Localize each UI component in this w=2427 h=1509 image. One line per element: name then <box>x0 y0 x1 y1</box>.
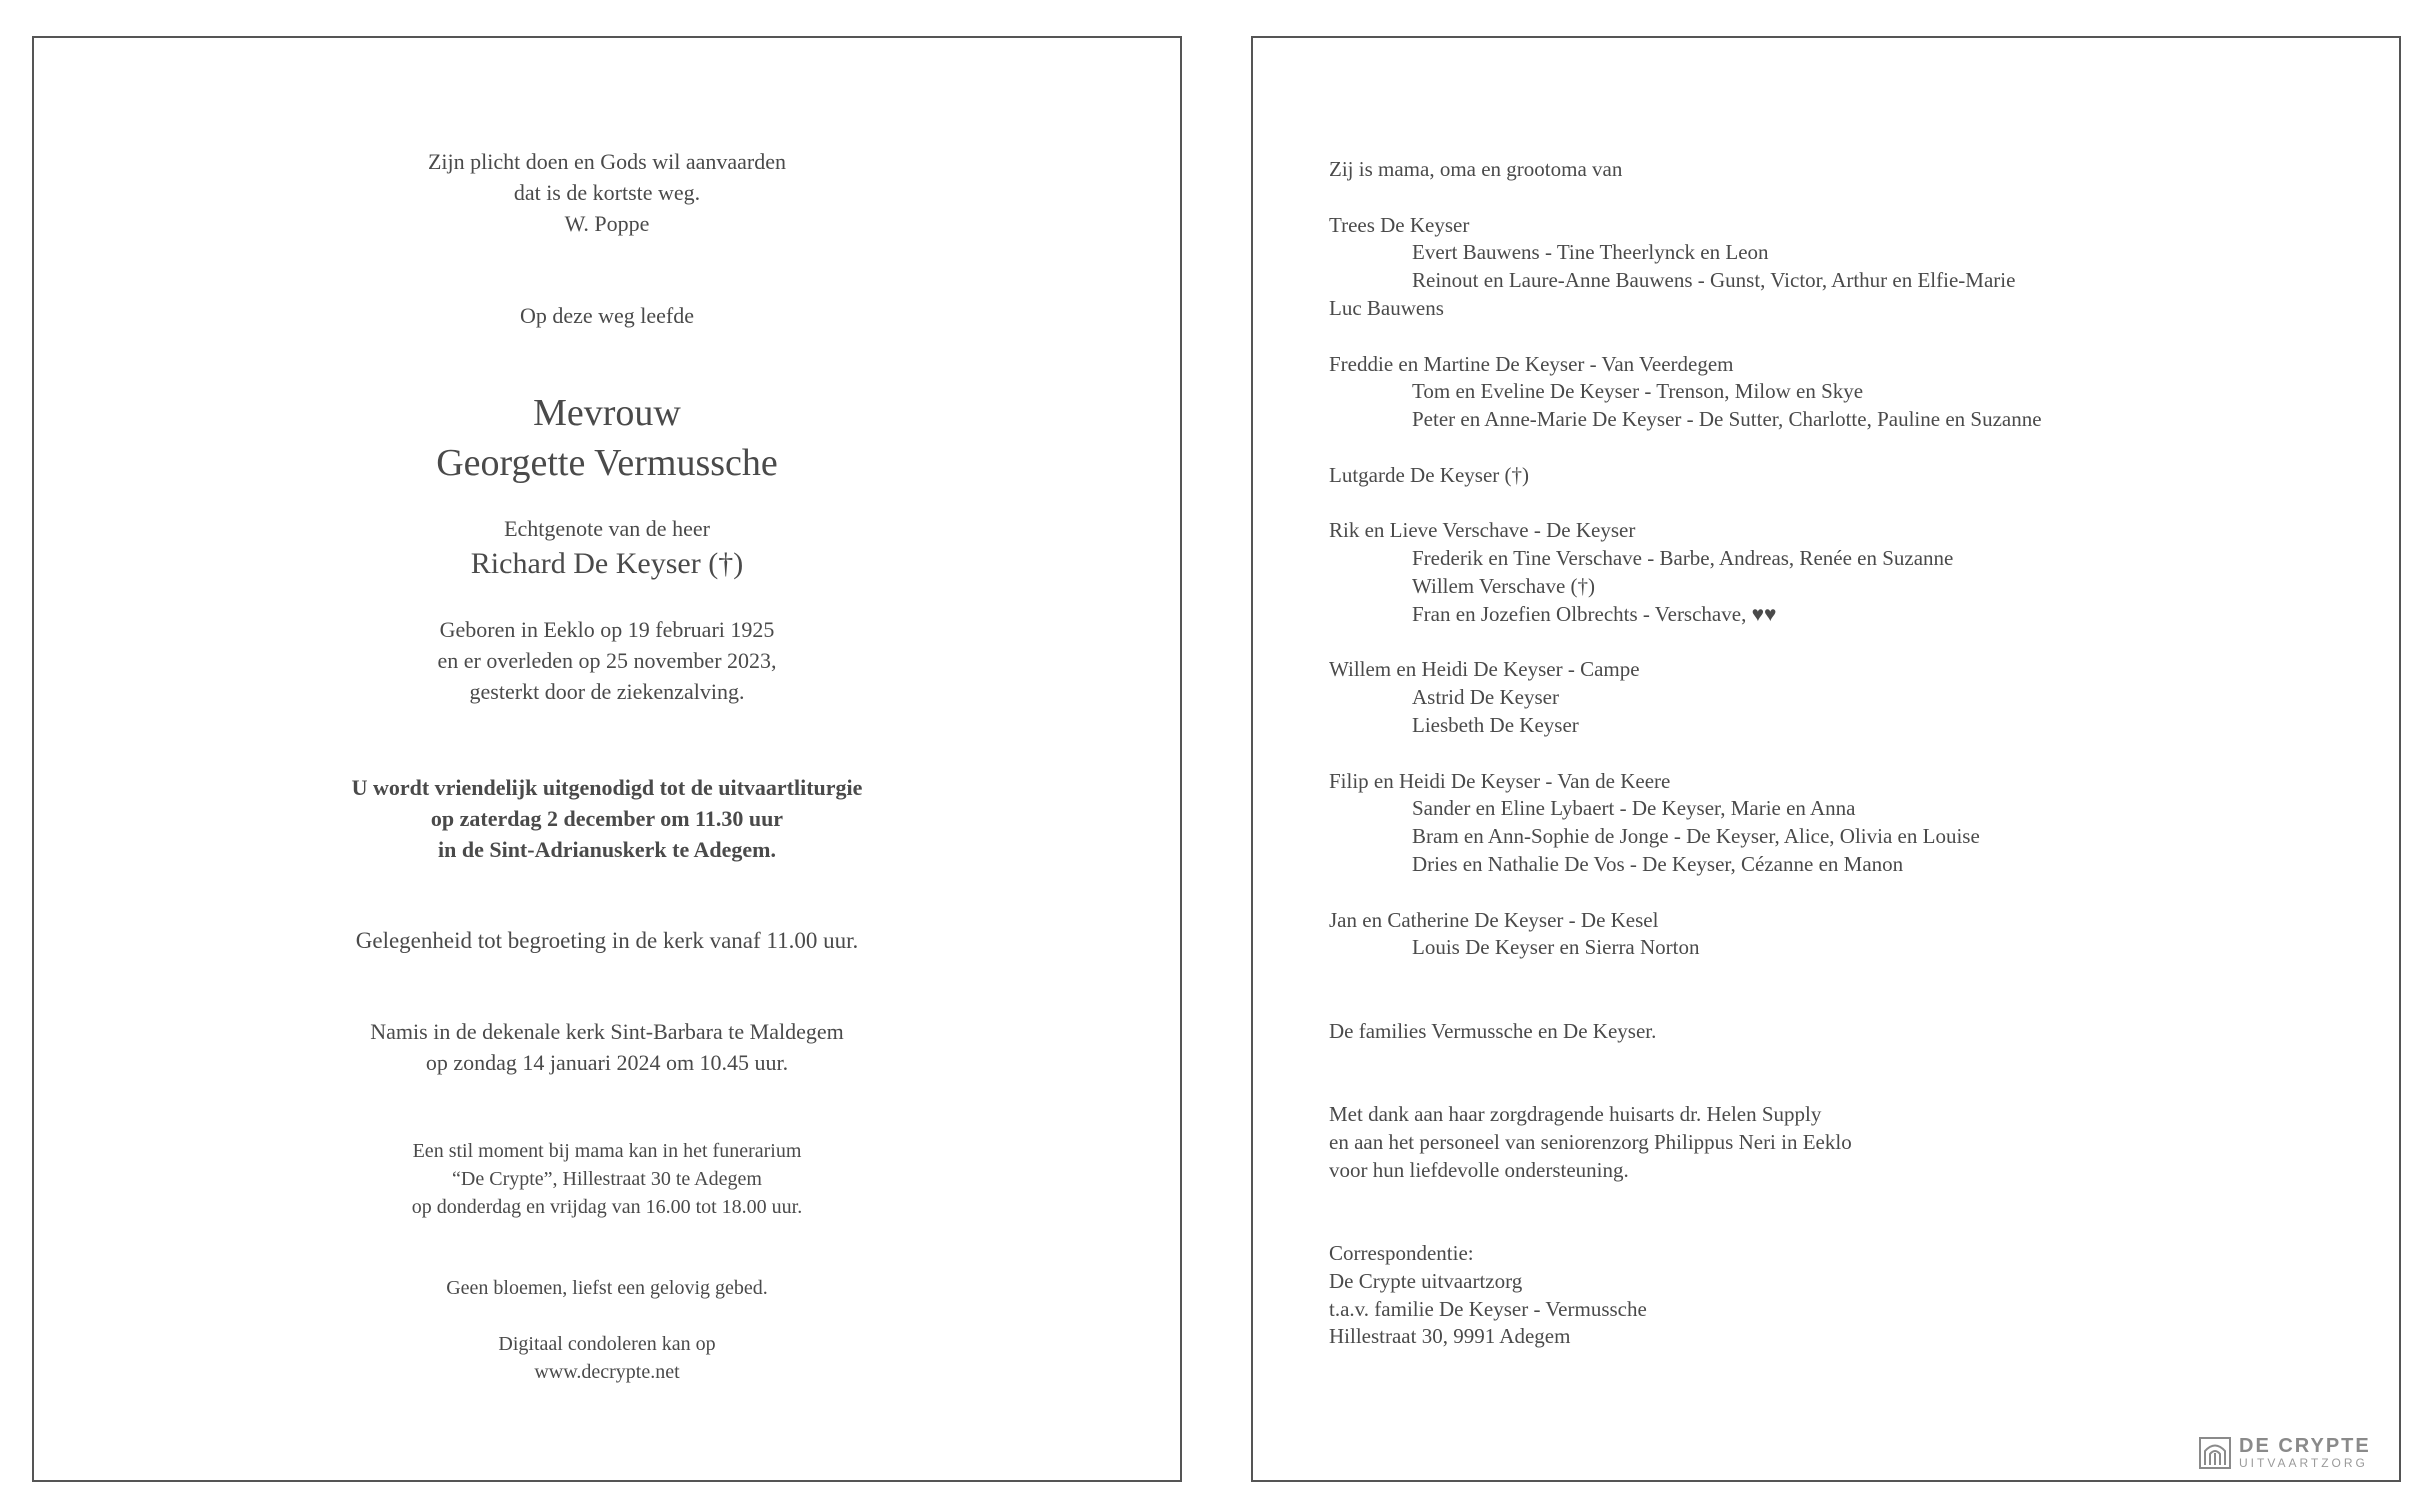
spacer-line <box>1329 434 2042 462</box>
birth-line: Geboren in Eeklo op 19 februari 1925 <box>439 617 775 642</box>
visit-line: Een stil moment bij mama kan in het funerarium <box>412 1140 802 1162</box>
visit-block <box>34 1137 1180 1221</box>
birth-block <box>34 614 1180 707</box>
family-line: Willem Verschave (†) <box>1412 573 1596 598</box>
family-line: Louis De Keyser en Sierra Norton <box>1412 935 1700 960</box>
invitation-block <box>34 772 1180 865</box>
family-line: Freddie en Martine De Keyser - Van Veerdegem <box>1329 351 1734 376</box>
invitation-line: in de Sint-Adrianuskerk te Adegem. <box>438 837 776 862</box>
greeting-text: Gelegenheid tot begroeting in de kerk vanaf 11.00 uur. <box>355 928 859 953</box>
spacer-line <box>1329 990 2042 1018</box>
quote-line: dat is de kortste weg. <box>513 180 701 205</box>
family-line: Bram en Ann-Sophie de Jonge - De Keyser, Alice, Olivia en Louise <box>1412 824 1980 849</box>
family-line: Correspondentie: <box>1329 1241 1474 1266</box>
family-line: Trees De Keyser <box>1329 212 1470 237</box>
namis-block <box>34 1016 1180 1078</box>
family-line: Zij is mama, oma en grootoma van <box>1329 157 1623 181</box>
family-line: Peter en Anne-Marie De Keyser - De Sutter, Charlotte, Pauline en Suzanne <box>1412 407 2042 432</box>
spacer-line <box>1329 323 2042 351</box>
family-line: Astrid De Keyser <box>1412 685 1559 710</box>
family-line: Met dank aan haar zorgdragende huisarts dr. Helen Supply <box>1329 1102 1822 1127</box>
spouse-intro: Echtgenote van de heer <box>504 516 710 541</box>
family-line: en aan het personeel van seniorenzorg Philippus Neri in Eeklo <box>1329 1129 1852 1154</box>
deceased-mark: (†) <box>708 547 744 580</box>
logo-title: DE CRYPTE <box>2239 1435 2371 1457</box>
spacer-line <box>1329 490 2042 518</box>
birth-line: gesterkt door de ziekenzalving. <box>469 679 745 704</box>
family-line: Frederik en Tine Verschave - Barbe, Andreas, Renée en Suzanne <box>1412 546 1954 571</box>
logo-subtitle: UITVAARTZORG <box>2239 1456 2368 1470</box>
flowers-text: Geen bloemen, liefst een gelovig gebed. <box>446 1277 768 1299</box>
family-line: Liesbeth De Keyser <box>1412 712 1579 737</box>
intro-text: Op deze weg leefde <box>519 303 695 328</box>
right-panel <box>1251 36 2401 1482</box>
spouse-name: Richard De Keyser <box>470 547 701 580</box>
family-line: voor hun liefdevolle ondersteuning. <box>1329 1157 1629 1182</box>
spouse-name-line <box>34 546 1180 582</box>
spacer-line <box>1329 962 2042 990</box>
family-line: Jan en Catherine De Keyser - De Kesel <box>1329 907 1659 932</box>
spacer-line <box>1329 184 2042 212</box>
condolence-link[interactable]: www.decrypte.net <box>534 1361 680 1383</box>
family-line: Hillestraat 30, 9991 Adegem <box>1329 1324 1571 1349</box>
namis-line: Namis in de dekenale kerk Sint-Barbara te Maldegem <box>370 1019 844 1044</box>
family-list <box>1329 156 2042 1351</box>
visit-line: “De Crypte”, Hillestraat 30 te Adegem <box>452 1168 762 1190</box>
left-panel <box>32 36 1182 1482</box>
deceased-name: Georgette Vermussche <box>436 442 778 484</box>
family-line: Evert Bauwens - Tine Theerlynck en Leon <box>1412 240 1769 265</box>
family-line: Filip en Heidi De Keyser - Van de Keere <box>1329 768 1671 793</box>
name-title: Mevrouw <box>533 392 681 434</box>
family-line: Lutgarde De Keyser (†) <box>1329 462 1529 487</box>
condolence-line: Digitaal condoleren kan op <box>498 1333 716 1355</box>
family-line: Reinout en Laure-Anne Bauwens - Gunst, Victor, Arthur en Elfie-Marie <box>1412 268 2016 293</box>
spacer-line <box>1329 1212 2042 1240</box>
invitation-line: U wordt vriendelijk uitgenodigd tot de uitvaartliturgie <box>351 775 863 800</box>
quote-block <box>34 146 1180 239</box>
family-line: De families Vermussche en De Keyser. <box>1329 1018 1657 1043</box>
de-crypte-logo <box>2199 1436 2387 1472</box>
spacer-line <box>1329 1184 2042 1212</box>
family-line: Tom en Eveline De Keyser - Trenson, Milow en Skye <box>1412 379 1864 404</box>
quote-line: Zijn plicht doen en Gods wil aanvaarden <box>427 149 786 174</box>
crypte-logo-icon <box>2199 1437 2231 1469</box>
namis-line: op zondag 14 januari 2024 om 10.45 uur. <box>425 1050 789 1075</box>
quote-author: W. Poppe <box>564 211 650 236</box>
spacer-line <box>1329 879 2042 907</box>
family-line: De Crypte uitvaartzorg <box>1329 1268 1523 1293</box>
spacer-line <box>1329 1046 2042 1074</box>
visit-line: op donderdag en vrijdag van 16.00 tot 18.00 uur. <box>411 1196 803 1218</box>
birth-line: en er overleden op 25 november 2023, <box>437 648 777 673</box>
invitation-line: op zaterdag 2 december om 11.30 uur <box>430 806 784 831</box>
family-line: Willem en Heidi De Keyser - Campe <box>1329 657 1640 682</box>
spacer-line <box>1329 740 2042 768</box>
family-line: t.a.v. familie De Keyser - Vermussche <box>1329 1296 1647 1321</box>
spacer-line <box>1329 629 2042 657</box>
condolence-block <box>34 1330 1180 1386</box>
family-line: Fran en Jozefien Olbrechts - Verschave, ♥♥ <box>1412 601 1777 626</box>
family-line: Luc Bauwens <box>1329 295 1444 320</box>
family-line: Rik en Lieve Verschave - De Keyser <box>1329 518 1636 543</box>
family-line: Dries en Nathalie De Vos - De Keyser, Cézanne en Manon <box>1412 851 1904 876</box>
family-line: Sander en Eline Lybaert - De Keyser, Marie en Anna <box>1412 796 1856 821</box>
spacer-line <box>1329 1073 2042 1101</box>
